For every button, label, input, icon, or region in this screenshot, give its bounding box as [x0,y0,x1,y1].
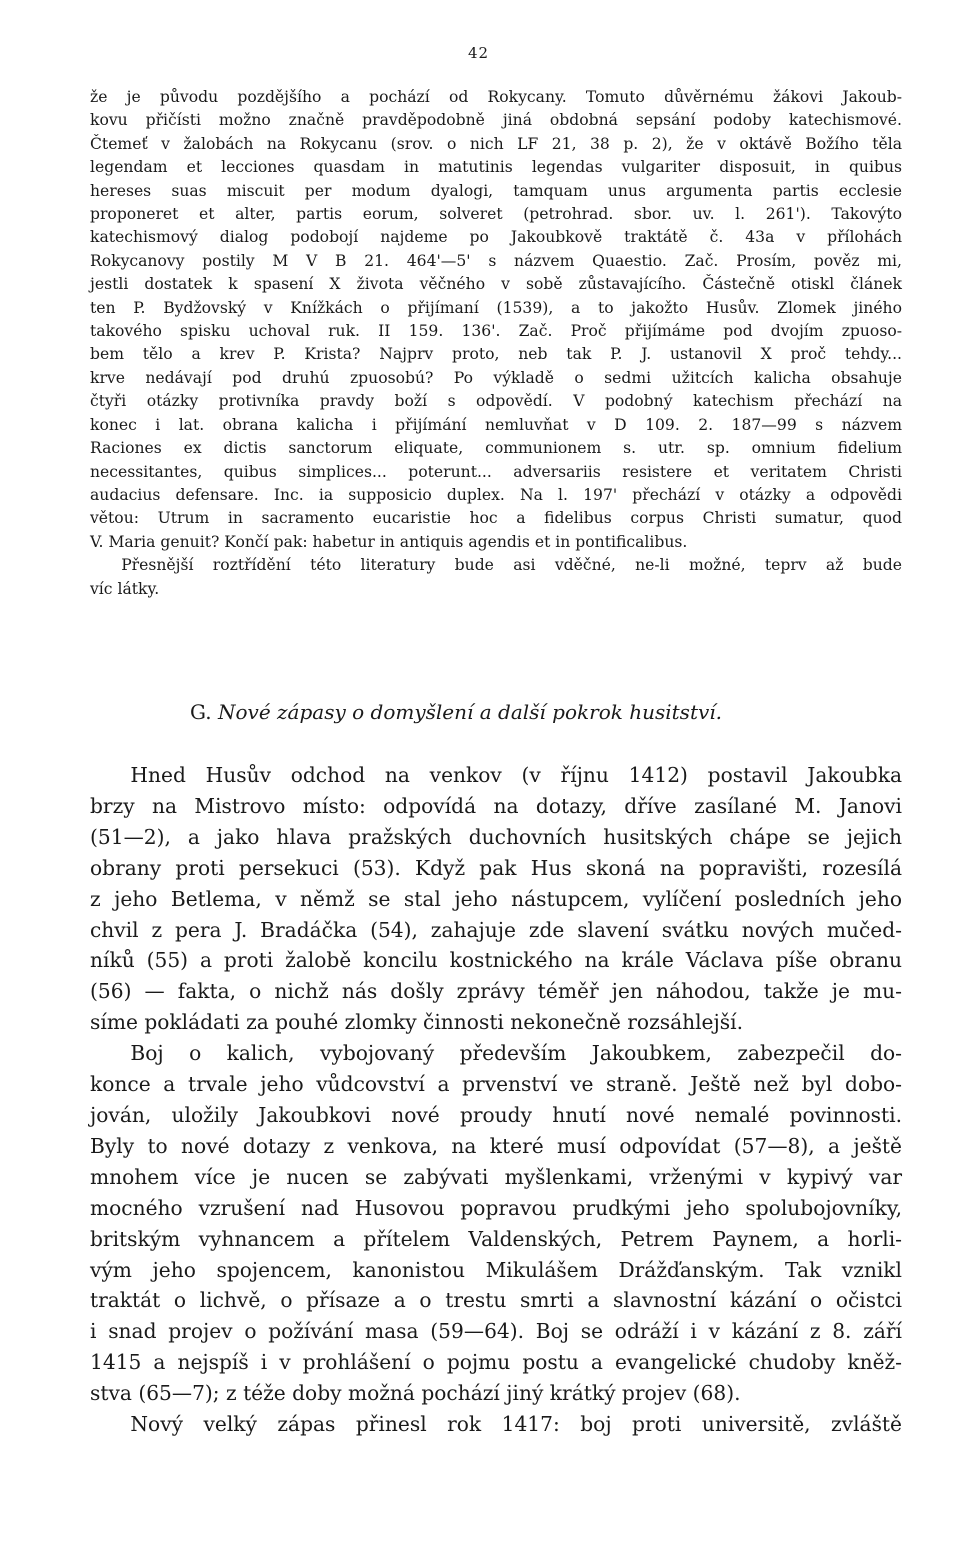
text-line: konce a trvale jeho vůdcovství a prvenství ve straně. Ještě než byl dobo- [90,1072,902,1097]
text-line: víc látky. [90,579,160,598]
section-title: Nové zápasy o domyšlení a další pokrok husitství. [217,700,723,724]
text-line: audacius defensare. Inc. ia supposicio duplex. Na l. 197' přechází v otázky a odpovědi [90,485,902,504]
text-line: níků (55) a proti žalobě koncilu kostnického na krále Václava píše obranu [90,948,902,973]
text-line: jestli dostatek k spasení X života věčného v sobě zůstavajícího. Částečně otiskl článek [90,275,902,294]
text-line: ten P. Bydžovský v Knížkách o přijímaní (1539), a to jakožto Husův. Zlomek jiného [90,298,902,317]
text-line: konec i lat. obrana kalicha i přijímání nemluvňat v D 109. 2. 187—99 s názvem [90,415,902,434]
text-line: z jeho Betlema, v němž se stal jeho nástupcem, vylíčení posledních jeho [90,886,902,911]
text-line: bem tělo a krev P. Krista? Najprv proto, neb tak P. J. ustanovil X proč tehdy... [90,345,902,364]
text-line: stva (65—7); z téže doby možná pochází jiný krátký projev (68). [90,1381,741,1406]
text-line: síme pokládati za pouhé zlomky činnosti nekonečně rozsáhlejší. [90,1010,743,1035]
text-line: mocného vzrušení nad Husovou popravou prudkými jeho spolubojovníky, [90,1195,902,1220]
footnote-text [90,86,902,601]
text-line: Nový velký zápas přinesl rok 1417: boj proti universitě, zvláště [130,1412,902,1437]
text-line: Raciones ex dictis sanctorum eliquate, communionem s. utr. sp. omnium fidelium [90,439,902,458]
text-line: katechismový dialog podobojí najdeme po Jakoubkově traktátě č. 43a v přílohách [90,228,902,247]
text-line: Boj o kalich, vybojovaný především Jakoubkem, zabezpečil do- [130,1041,902,1066]
text-line: Hned Husův odchod na venkov (v říjnu 1412) postavil Jakoubka [130,763,902,787]
text-line: čtyři otázky protivníka pravdy boží s odpovědí. V podobný katechism přechází na [90,392,902,411]
text-line: kovu přičísti možno značně pravděpodobně jiná obdobná sepsání podoby katechismové. [90,111,902,130]
text-line: že je původu pozdějšího a pochází od Rokycany. Tomuto důvěrnému žákovi Jakoub- [90,88,902,106]
section-letter: G. [190,700,212,724]
text-line: vým jeho spojencem, kanonistou Mikulášem Drážďanským. Tak vznikl [90,1257,902,1282]
text-line: V. Maria genuit? Končí pak: habetur in antiquis agendis et in pontificalibus. [90,532,688,551]
text-line: legendam et lecciones quasdam in matutinis legendas vulgariter disposuit, in quibus [90,158,902,177]
page-number: 42 [468,44,490,62]
text-line: proponeret et alter, partis eorum, solveret (petrohrad. sbor. uv. l. 261'). Takovýto [90,205,902,224]
text-line: chvil z pera J. Bradáčka (54), zahajuje zde slavení svátku nových mučed- [90,917,902,942]
text-line: traktát o lichvě, o přísaze a o trestu smrti a slavnostní kázání o očistci [90,1288,902,1313]
text-line: 1415 a nejspíš i v prohlášení o pojmu postu a evangelické chudoby kněž- [90,1350,902,1375]
text-line: Rokycanovy postily M V B 21. 464'—5' s názvem Quaestio. Zač. Prosím, pověz mi, [90,251,902,270]
text-line: brzy na Mistrovo místo: odpovídá na dotazy, dříve zasílané M. Janovi [90,793,902,818]
text-line: (51—2), a jako hlava pražských duchovních husitských chápe se jejich [90,824,902,849]
section-heading [190,700,722,724]
text-line: krve nedávají pod druhú zpuosobú? Po výkladě o sedmi užitcích kalicha obsahuje [90,368,902,387]
text-line: jován, uložily Jakoubkovi nové proudy hnutí nové nemalé povinnosti. [90,1102,902,1127]
text-line: hereses suas miscuit per modum dyalogi, tamquam unus argumenta partis ecclesie [90,181,902,200]
text-line: Čtemeť v žalobách na Rokycanu (srov. o nich LF 21, 38 p. 2), že v oktávě Božího těla [90,134,902,153]
text-line: Byly to nové dotazy z venkova, na které musí odpovídat (57—8), a ještě [90,1133,902,1158]
text-line: takového spisku uchoval ruk. II 159. 136'. Zač. Proč přijímáme pod dvojím zpuoso- [90,322,902,341]
text-line: britským vyhnancem a přítelem Valdenských, Petrem Paynem, a horli- [90,1226,902,1251]
text-line: větou: Utrum in sacramento eucaristie hoc a fidelibus corpus Christi sumatur, quod [90,509,902,528]
text-line: necessitantes, quibus simplices... poterunt... adversariis resistere et veritatem Christi [90,462,902,481]
text-line: obrany proti persekuci (53). Když pak Hus skoná na popravišti, rozesílá [90,855,902,880]
text-line: mnohem více je nucen se zabývati myšlenkami, vrženými v kypivý var [90,1164,902,1189]
body-text [90,760,902,1440]
text-line: Přesnější roztřídění této literatury bude asi vděčné, ne-li možné, teprv až bude [121,556,902,575]
text-line: (56) — fakta, o nichž nás došly zprávy téměř jen náhodou, takže je mu- [90,979,902,1004]
text-line: i snad projev o požívání masa (59—64). Boj se odráží i v kázání z 8. září [90,1319,902,1344]
